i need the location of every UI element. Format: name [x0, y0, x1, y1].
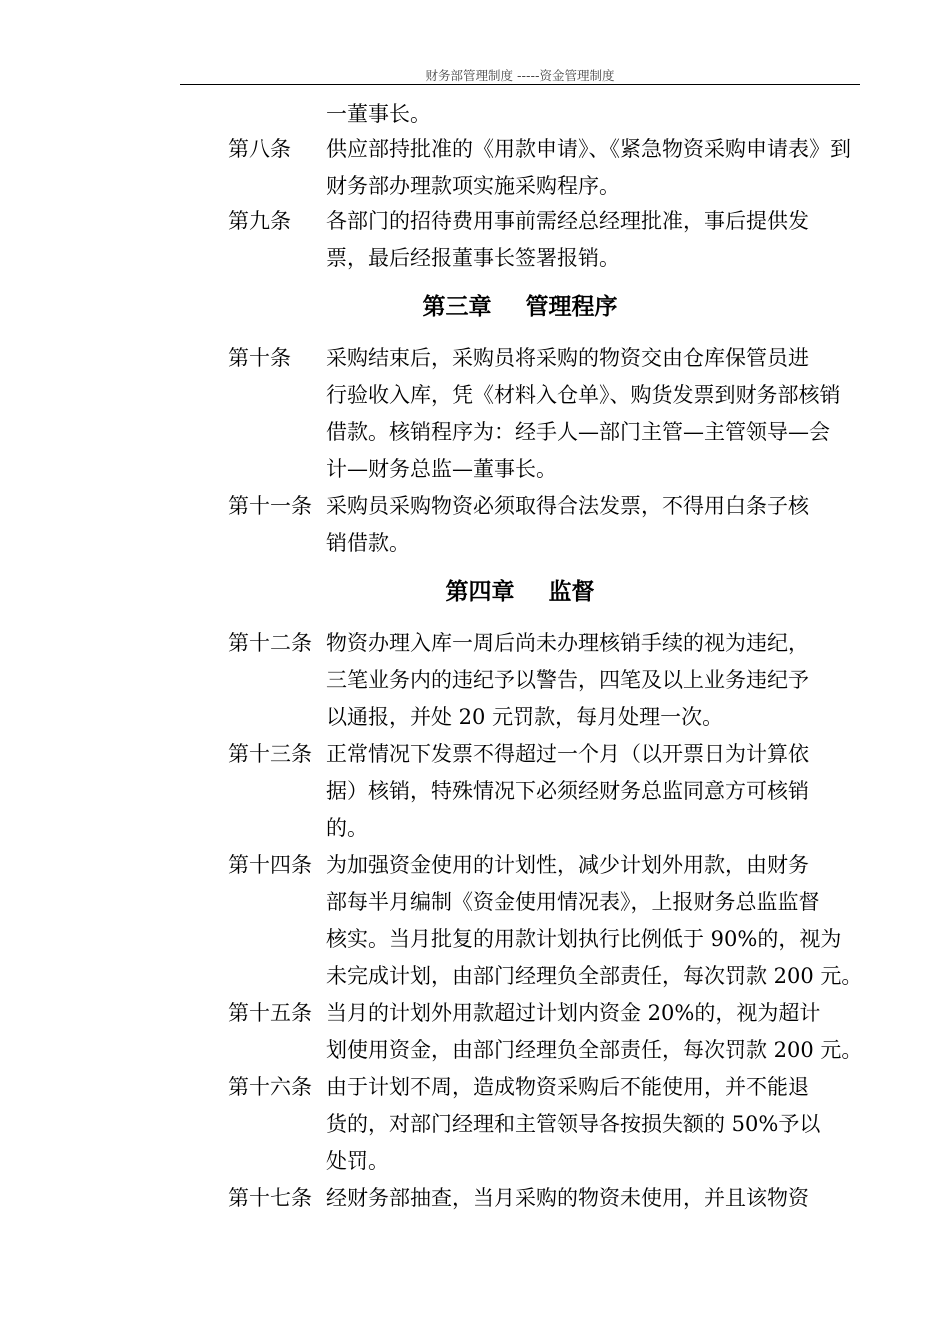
- article-text-line: 据）核销，特殊情况下必须经财务总监同意方可核销: [326, 779, 809, 803]
- chapter-title: 监督: [548, 579, 595, 605]
- article-text-line: 采购结束后，采购员将采购的物资交由仓库保管员进: [326, 346, 809, 370]
- article-label: 第十五条: [228, 1001, 312, 1025]
- article-label: 第十一条: [228, 494, 312, 518]
- article-text-line: 借款。核销程序为：经手人—部门主管—主管领导—会: [326, 420, 830, 444]
- article-text-line: 核实。当月批复的用款计划执行比例低于 90%的，视为: [326, 927, 842, 951]
- page-header: 财务部管理制度 -----资金管理制度: [425, 68, 615, 83]
- article-text-line: 计—财务总监—董事长。: [326, 457, 557, 481]
- article-text-line: 采购员采购物资必须取得合法发票，不得用白条子核: [326, 494, 809, 518]
- chapter-heading-4: [180, 577, 860, 607]
- article-text-line: 销借款。: [326, 531, 410, 555]
- article-text-line: 处罚。: [326, 1149, 389, 1173]
- article-label: 第十三条: [228, 742, 312, 766]
- article-label: 第十七条: [228, 1186, 312, 1210]
- article-text-line: 三笔业务内的违纪予以警告，四笔及以上业务违纪予: [326, 668, 809, 692]
- article-text-line: 部每半月编制《资金使用情况表》，上报财务总监监督: [326, 890, 820, 914]
- article-label: 第八条: [228, 137, 291, 161]
- article-text-line: 经财务部抽查，当月采购的物资未使用，并且该物资: [326, 1186, 809, 1210]
- article-text-line: 以通报，并处 20 元罚款，每月处理一次。: [326, 705, 724, 729]
- article-label: 第十条: [228, 346, 291, 370]
- article-text-line: 行验收入库，凭《材料入仓单》、购货发票到财务部核销: [326, 383, 841, 407]
- article-text-line: 各部门的招待费用事前需经总经理批准，事后提供发: [326, 209, 809, 233]
- article-text-line: 票，最后经报董事长签署报销。: [326, 246, 620, 270]
- chapter-number: 第四章: [445, 579, 515, 605]
- article-text-line: 的。: [326, 816, 368, 840]
- article-text-line: 财务部办理款项实施采购程序。: [326, 174, 620, 198]
- article-label: 第九条: [228, 209, 291, 233]
- article-text-line: 供应部持批准的《用款申请》、《紧急物资采购申请表》到: [326, 137, 851, 161]
- chapter-heading-3: [180, 292, 860, 322]
- article-text-line: 当月的计划外用款超过计划内资金 20%的，视为超计: [326, 1001, 821, 1025]
- article-label: 第十二条: [228, 631, 312, 655]
- chapter-number: 第三章: [422, 294, 492, 320]
- article-label: 第十四条: [228, 853, 312, 877]
- article-label: 第十六条: [228, 1075, 312, 1099]
- continuation-line: 一董事长。: [326, 102, 431, 126]
- article-text-line: 由于计划不周，造成物资采购后不能使用，并不能退: [326, 1075, 809, 1099]
- article-text-line: 为加强资金使用的计划性，减少计划外用款，由财务: [326, 853, 809, 877]
- article-text-line: 未完成计划，由部门经理负全部责任，每次罚款 200 元。: [326, 964, 863, 988]
- header-divider: [180, 84, 860, 85]
- chapter-title: 管理程序: [525, 294, 618, 320]
- article-text-line: 货的，对部门经理和主管领导各按损失额的 50%予以: [326, 1112, 821, 1136]
- article-text-line: 划使用资金，由部门经理负全部责任，每次罚款 200 元。: [326, 1038, 863, 1062]
- article-text-line: 正常情况下发票不得超过一个月（以开票日为计算依: [326, 742, 809, 766]
- article-text-line: 物资办理入库一周后尚未办理核销手续的视为违纪，: [326, 631, 809, 655]
